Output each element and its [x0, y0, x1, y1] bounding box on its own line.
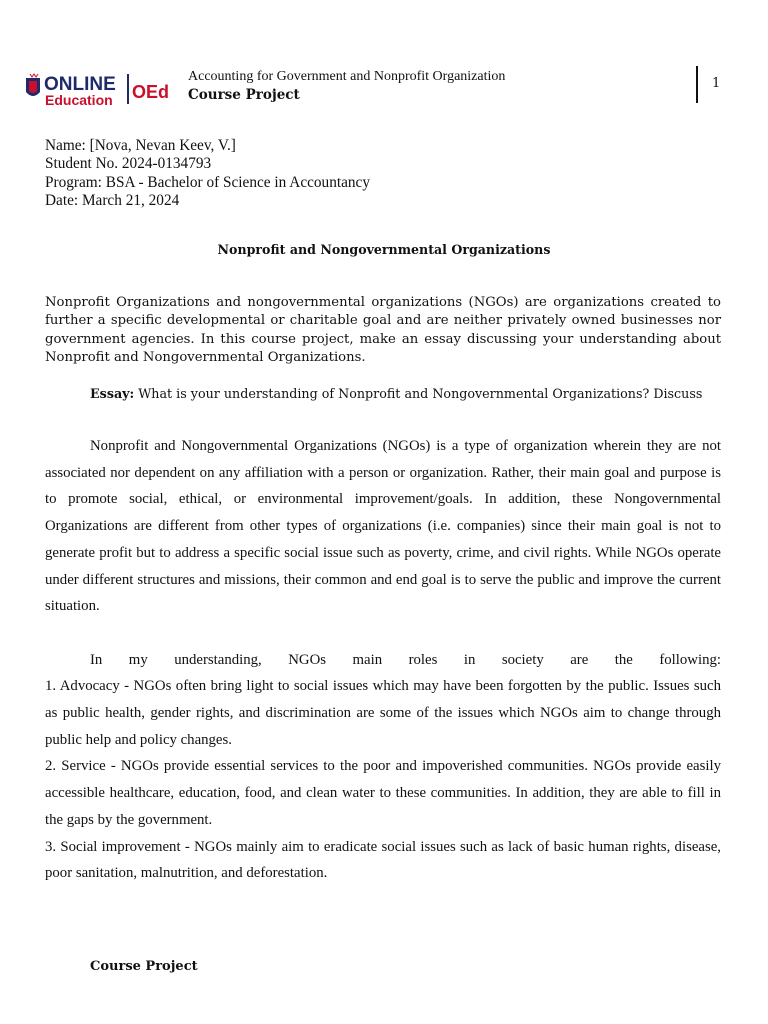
list-item-service: 2. Service - NGOs provide essential services to the poor and impoverished communities. NGOs provide easily accessible healthcare, education, food, and clean water to these communities. In addition, they are able to fill in the gaps by the government. [45, 758, 721, 828]
essay-paragraph-2-lead: In my understanding, NGOs main roles in society are the following: [90, 651, 721, 668]
header-titles [188, 68, 505, 104]
footer-course-project: Course Project [90, 959, 198, 974]
logo-oed-text: OEd [132, 82, 170, 102]
intro-paragraph: Nonprofit Organizations and nongovernmental organizations (NGOs) are organizations created to further a specific developmental or charitable goal and are neither privately owned businesses nor government agencies. In this course project, make an essay discussing your understanding about Nonprofit and Nongovernmental Organizations. [45, 295, 721, 365]
student-info [45, 137, 370, 210]
header-divider [696, 66, 698, 103]
student-program: Program: BSA - Bachelor of Science in Accountancy [45, 173, 370, 191]
list-item-advocacy: 1. Advocacy - NGOs often bring light to social issues which may have been forgotten by the public. Issues such as public health, gender rights, and discrimination are some of the issues which NGOs aim to change through public help and policy changes. [45, 678, 721, 748]
page-number: 1 [712, 76, 721, 91]
essay-prompt-text: What is your understanding of Nonprofit and Nongovernmental Organizations? Discuss [134, 386, 703, 401]
submission-date: Date: March 21, 2024 [45, 191, 180, 209]
logo-online-text: ONLINE [44, 74, 116, 95]
essay-paragraph-1: Nonprofit and Nongovernmental Organizations (NGOs) is a type of organization wherein they are not associated nor dependent on any affiliation with a person or organization. Rather, their main goal and purpose is to promote social, ethical, or environmental improvement/goals. In addition, these Nongovernmental Organizations are different from other types of organizations (i.e. companies) since their main goal is not to generate profit but to address a specific social issue such as poverty, crime, and civil rights. While NGOs operate under different structures and missions, their common and end goal is to serve the public and improve the current situation. [45, 438, 721, 615]
essay-body [45, 433, 721, 887]
logo-education-text: Education [45, 92, 113, 108]
course-name: Accounting for Government and Nonprofit Organization [188, 69, 506, 84]
document-type: Course Project [188, 87, 300, 103]
essay-prompt [90, 386, 702, 401]
list-item-social-improvement: 3. Social improvement - NGOs mainly aim to eradicate social issues such as lack of basic human rights, disease, poor sanitation, malnutrition, and deforestation. [45, 838, 721, 882]
student-name: Name: [Nova, Nevan Keev, V.] [45, 137, 236, 154]
student-number: Student No. 2024-0134793 [45, 155, 212, 173]
page-header [24, 66, 744, 110]
paragraph-gap [45, 620, 721, 647]
essay-title: Nonprofit and Nongovernmental Organizations [217, 242, 551, 257]
essay-prompt-label: Essay: [90, 386, 135, 401]
online-education-logo [24, 70, 176, 108]
